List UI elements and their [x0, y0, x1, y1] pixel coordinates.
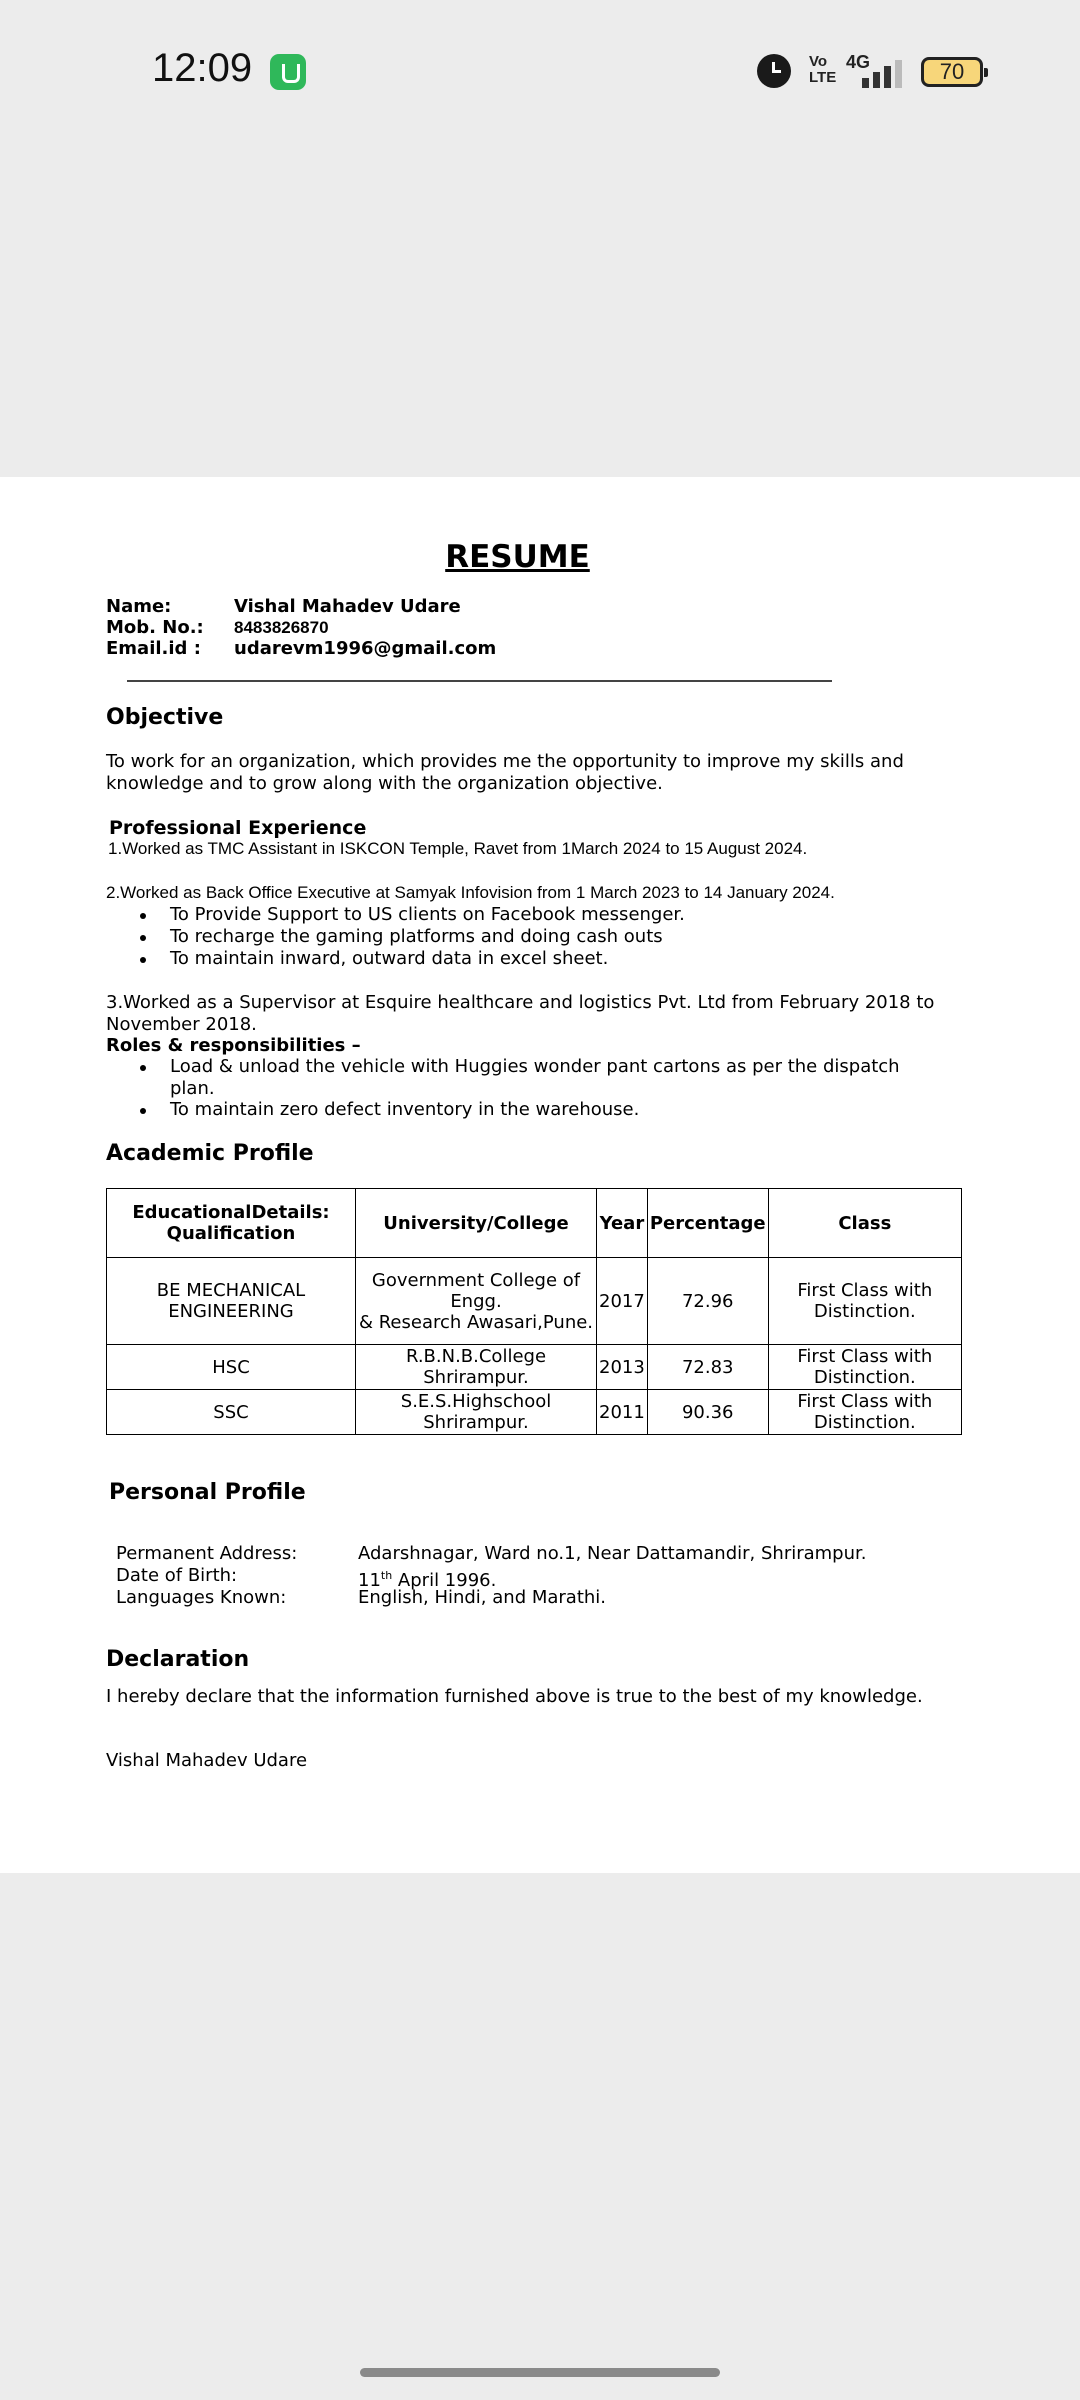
cell-text: Engg.: [450, 1290, 502, 1312]
objective-heading: Objective: [106, 705, 224, 730]
email-label: Email.id :: [106, 638, 201, 659]
signal-bar: [884, 66, 891, 88]
resume-page: [0, 477, 1080, 1873]
percentage-cell: 72.96: [647, 1258, 768, 1345]
role-duty-line2: plan.: [170, 1078, 215, 1099]
cell-text: Shrirampur.: [423, 1367, 529, 1388]
experience-heading: Professional Experience: [109, 817, 367, 839]
alarm-icon: [757, 54, 791, 88]
cell-text: BE MECHANICAL: [156, 1280, 306, 1301]
name-label: Name:: [106, 596, 172, 617]
resume-title: RESUME: [445, 539, 590, 575]
volte-bottom: LTE: [809, 69, 837, 86]
class-cell: [768, 1258, 961, 1345]
job-2-duty: To Provide Support to US clients on Facebook messenger.: [170, 904, 685, 925]
name-value: Vishal Mahadev Udare: [234, 596, 461, 617]
university-cell: [356, 1390, 597, 1435]
mobile-label: Mob. No.:: [106, 617, 204, 638]
clock: 12:09: [152, 46, 253, 90]
cell-text: ENGINEERING: [168, 1301, 294, 1322]
roles-heading: Roles & responsibilities –: [106, 1035, 361, 1056]
qualification-cell: [107, 1258, 356, 1345]
bullet-dot: [140, 957, 146, 963]
year-cell: 2017: [597, 1258, 648, 1345]
signature-name: Vishal Mahadev Udare: [106, 1750, 308, 1771]
bullet-dot: [140, 1065, 146, 1071]
header-text: Qualification: [166, 1223, 296, 1244]
signal-bar: [862, 78, 869, 88]
table-row: [107, 1258, 962, 1345]
job-3-line1: 3.Worked as a Supervisor at Esquire healthcare and logistics Pvt. Ltd from February 2018 to: [106, 992, 935, 1013]
role-duty-line1: Load & unload the vehicle with Huggies wonder pant cartons as per the dispatch: [170, 1056, 900, 1077]
objective-text-line1: To work for an organization, which provides me the opportunity to improve my skills and: [106, 751, 904, 772]
address-value: Adarshnagar, Ward no.1, Near Dattamandir, Shrirampur.: [358, 1543, 867, 1564]
address-label: Permanent Address:: [116, 1543, 298, 1564]
declaration-heading: Declaration: [106, 1647, 250, 1672]
university-cell: [356, 1258, 597, 1345]
dob-rest: April 1996.: [392, 1570, 497, 1591]
cell-text: Distinction.: [813, 1412, 916, 1433]
qualification-cell: HSC: [107, 1345, 356, 1390]
cell-text: R.B.N.B.College: [405, 1346, 547, 1367]
mobile-value: 8483826870: [234, 618, 329, 637]
table-header-row: [107, 1189, 962, 1258]
table-row: [107, 1390, 962, 1435]
col-qualification: [107, 1189, 356, 1258]
battery-indicator: 70: [921, 57, 983, 87]
table-row: [107, 1345, 962, 1390]
percentage-cell: 90.36: [647, 1390, 768, 1435]
cell-text: First Class with: [797, 1391, 933, 1412]
objective-text-line2: knowledge and to grow along with the organization objective.: [106, 773, 663, 794]
personal-heading: Personal Profile: [109, 1480, 306, 1505]
cell-text: S.E.S.Highschool: [400, 1391, 552, 1412]
signal-bar: [895, 60, 902, 88]
col-year: Year: [597, 1189, 648, 1258]
cell-text: Distinction.: [813, 1301, 916, 1322]
signal-icon: [862, 58, 908, 88]
dob-label: Date of Birth:: [116, 1565, 238, 1586]
bullet-dot: [140, 935, 146, 941]
cell-text: & Research Awasari,Pune.: [358, 1311, 594, 1333]
job-2-duty: To maintain inward, outward data in excel sheet.: [170, 948, 609, 969]
job-2: 2.Worked as Back Office Executive at Samyak Infovision from 1 March 2023 to 14 January 2024.: [106, 883, 835, 902]
dob-suffix: th: [380, 1569, 393, 1582]
languages-label: Languages Known:: [116, 1587, 287, 1608]
col-university: University/College: [356, 1189, 597, 1258]
home-indicator[interactable]: [360, 2368, 720, 2377]
cell-text: Government College of: [371, 1269, 581, 1291]
email-value: udarevm1996@gmail.com: [234, 638, 497, 659]
status-bar: [0, 0, 1080, 145]
percentage-cell: 72.83: [647, 1345, 768, 1390]
store-icon[interactable]: [270, 54, 306, 90]
declaration-text: I hereby declare that the information furnished above is true to the best of my knowledge.: [106, 1686, 923, 1707]
year-cell: 2011: [597, 1390, 648, 1435]
class-cell: [768, 1390, 961, 1435]
volte-top: Vo: [809, 53, 828, 70]
job-3-line2: November 2018.: [106, 1014, 257, 1035]
divider: [127, 680, 832, 682]
class-cell: [768, 1345, 961, 1390]
header-text: EducationalDetails:: [132, 1202, 330, 1223]
academic-table: [106, 1188, 962, 1435]
bullet-dot: [140, 913, 146, 919]
bullet-dot: [140, 1108, 146, 1114]
dob-day: 11: [358, 1570, 381, 1591]
job-1: 1.Worked as TMC Assistant in ISKCON Temple, Ravet from 1March 2024 to 15 August 2024.: [108, 839, 808, 858]
cell-text: First Class with: [797, 1280, 933, 1301]
network-type: 4G: [846, 52, 871, 72]
qualification-cell: SSC: [107, 1390, 356, 1435]
cell-text: Shrirampur.: [423, 1412, 529, 1433]
col-percentage: Percentage: [647, 1189, 768, 1258]
year-cell: 2013: [597, 1345, 648, 1390]
cell-text: First Class with: [797, 1346, 933, 1367]
cell-text: Distinction.: [813, 1367, 916, 1388]
university-cell: [356, 1345, 597, 1390]
academic-heading: Academic Profile: [106, 1141, 314, 1166]
languages-value: English, Hindi, and Marathi.: [358, 1587, 607, 1608]
job-2-duty: To recharge the gaming platforms and doing cash outs: [170, 926, 663, 947]
volte-icon: [809, 54, 836, 86]
signal-bar: [873, 72, 880, 88]
col-class: Class: [768, 1189, 961, 1258]
role-duty: To maintain zero defect inventory in the warehouse.: [170, 1099, 640, 1120]
